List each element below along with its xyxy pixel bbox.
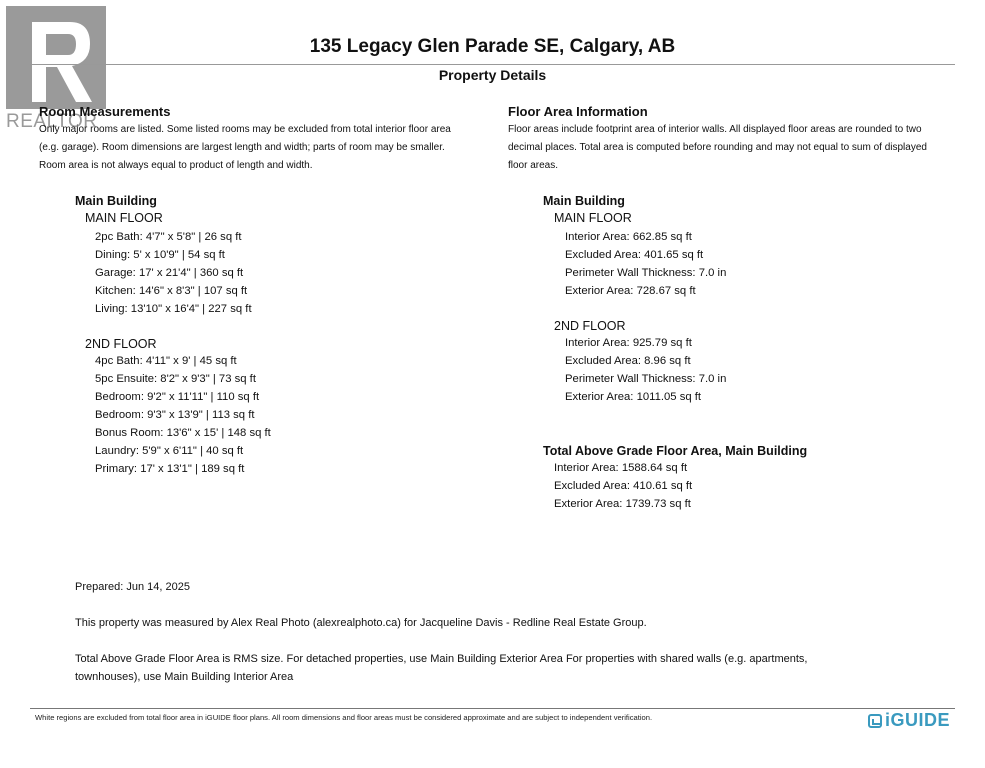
area-item: Interior Area: 925.79 sq ft [565,337,692,349]
note-line: Room area is not always equal to product of length and width. [39,160,313,171]
total-area-item: Interior Area: 1588.64 sq ft [554,462,688,474]
room-item: Primary: 17' x 13'1" | 189 sq ft [95,463,245,475]
area-floor-main: MAIN FLOOR [554,211,632,225]
room-measurements-heading: Room Measurements [39,104,171,119]
room-item: Living: 13'10" x 16'4" | 227 sq ft [95,303,252,315]
prepared-date: Prepared: Jun 14, 2025 [75,581,190,593]
room-item: Laundry: 5'9" x 6'11" | 40 sq ft [95,445,244,457]
total-area-list [554,459,692,513]
note-line: Floor areas include footprint area of interior walls. All displayed floor areas are rounded to two [508,124,922,135]
title-divider [30,64,955,65]
page-subtitle: Property Details [438,67,547,83]
area-item: Exterior Area: 728.67 sq ft [565,285,696,297]
area-item: Perimeter Wall Thickness: 7.0 in [565,373,727,385]
area-list-main-floor [565,228,726,300]
total-area-heading: Total Above Grade Floor Area, Main Building [543,444,808,458]
area-floor-2nd: 2ND FLOOR [554,319,626,333]
room-item: 4pc Bath: 4'11" x 9' | 45 sq ft [95,355,237,367]
room-item: 5pc Ensuite: 8'2" x 9'3" | 73 sq ft [95,373,256,385]
rms-note-line: townhouses), use Main Building Interior Area [75,671,294,683]
area-item: Interior Area: 662.85 sq ft [565,231,692,243]
rooms-floor-2nd: 2ND FLOOR [85,337,157,351]
rooms-list-2nd-floor [95,352,271,478]
floor-area-heading: Floor Area Information [508,104,648,119]
footer-divider [30,708,955,709]
note-line: (e.g. garage). Room dimensions are largest length and width; parts of room may be smaller. [39,142,445,153]
area-list-2nd-floor [565,334,726,406]
total-area-item: Exterior Area: 1739.73 sq ft [554,498,691,510]
area-item: Excluded Area: 401.65 sq ft [565,249,704,261]
rms-note [75,650,955,686]
total-area-item: Excluded Area: 410.61 sq ft [554,480,693,492]
rooms-floor-main: MAIN FLOOR [85,211,163,225]
realtor-watermark-text: REALTOR [6,111,98,132]
page-title: 135 Legacy Glen Parade SE, Calgary, AB [309,36,676,57]
room-item: Dining: 5' x 10'9" | 54 sq ft [95,249,225,261]
rms-note-line: Total Above Grade Floor Area is RMS size. For detached properties, use Main Building Exterior Area For properties with shared walls (e.g. apartments, [75,653,808,665]
rooms-building-name: Main Building [75,194,157,208]
area-item: Excluded Area: 8.96 sq ft [565,355,691,367]
iguide-logo [868,710,950,731]
iguide-logo-icon [868,714,882,728]
note-line: decimal places. Total area is computed before rounding and may not equal to sum of displayed [508,142,927,153]
room-item: Bedroom: 9'2" x 11'11" | 110 sq ft [95,391,260,403]
room-item: Bonus Room: 13'6" x 15' | 148 sq ft [95,427,271,439]
area-item: Perimeter Wall Thickness: 7.0 in [565,267,727,279]
disclaimer: White regions are excluded from total floor area in iGUIDE floor plans. All room dimensions and floor areas must be considered approximate and are subject to independent verification. [35,713,653,722]
measured-by-note: This property was measured by Alex Real Photo (alexrealphoto.ca) for Jacqueline Davis - Redline Real Estate Group. [75,617,647,629]
iguide-brand-text: iGUIDE [885,710,951,730]
note-line: Only major rooms are listed. Some listed rooms may be excluded from total interior floor area [39,124,451,135]
room-item: 2pc Bath: 4'7" x 5'8" | 26 sq ft [95,231,242,243]
room-measurements-note [39,121,489,175]
rooms-list-main-floor [95,228,252,318]
note-line: floor areas. [508,160,559,171]
room-item: Bedroom: 9'3" x 13'9" | 113 sq ft [95,409,255,421]
area-building-name: Main Building [543,194,625,208]
floor-area-note [508,121,968,175]
area-item: Exterior Area: 1011.05 sq ft [565,391,702,403]
room-item: Kitchen: 14'6" x 8'3" | 107 sq ft [95,285,248,297]
room-item: Garage: 17' x 21'4" | 360 sq ft [95,267,244,279]
